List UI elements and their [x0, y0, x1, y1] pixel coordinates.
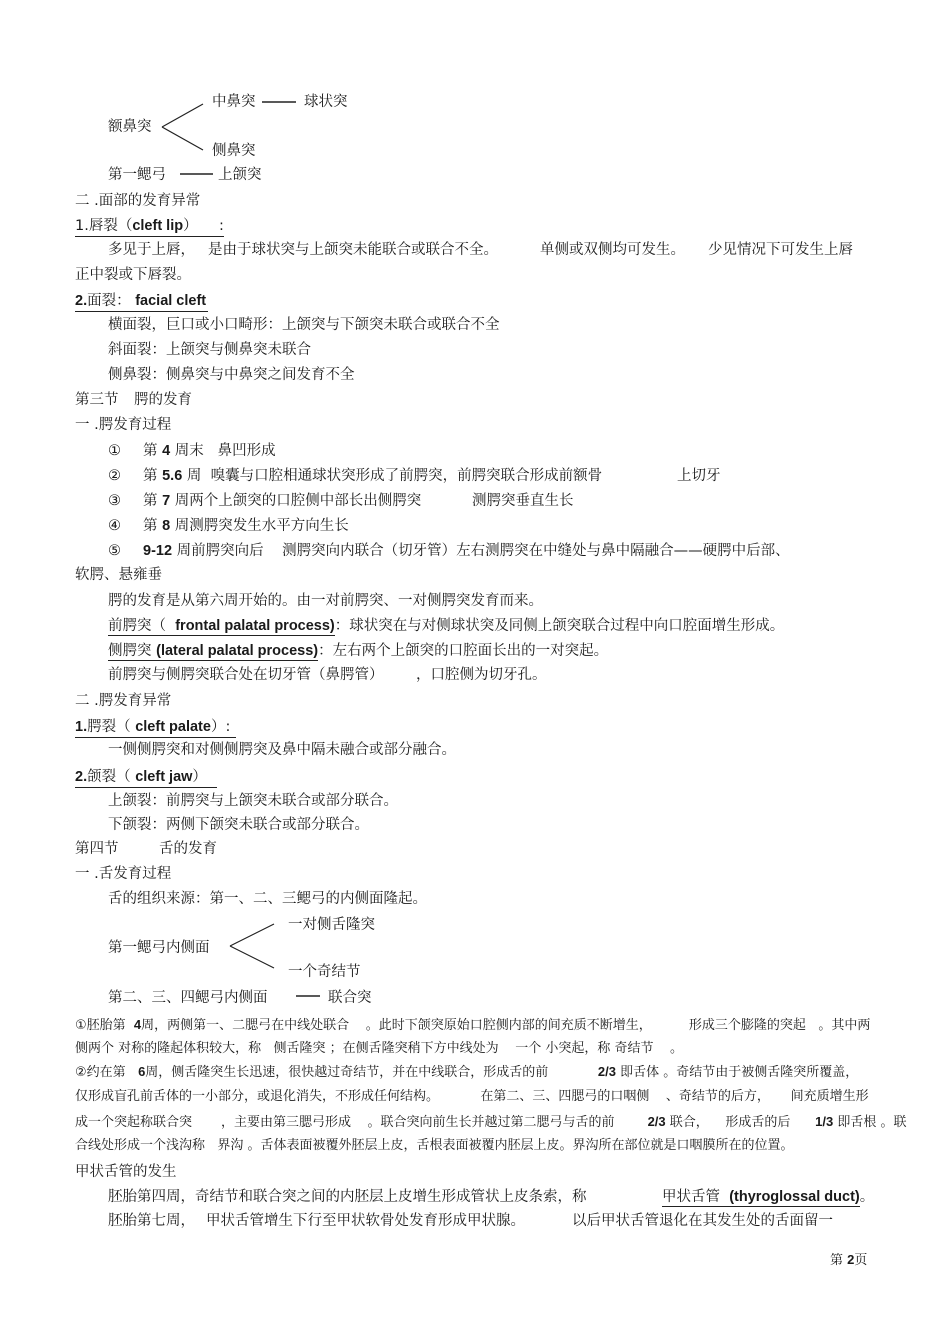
- list-item-5: 9-12 周前腭突向后 测腭突向内联合（切牙管）左右测腭突在中缝处与鼻中隔融合——硬腭中后部、: [143, 543, 790, 559]
- cleft-lip-colon: :: [219, 218, 224, 234]
- list-item-4: 第 8 周测腭突发生水平方向生长: [143, 518, 349, 534]
- diagram-lower-node: 侧鼻突: [212, 143, 256, 159]
- tongue-note-2-line-1: ②约在第 6周，侧舌隆突生长迅速，很快越过奇结节，并在中线联合，形成舌的前 2/3 即舌体 。奇结节由于被侧舌隆突所覆盖，: [75, 1064, 859, 1080]
- section3-label: 第三节: [75, 392, 119, 408]
- thyroglossal-line-1a: 胚胎第四周，奇结节和联合突之间的内胚层上皮增生形成管状上皮条索，称: [108, 1189, 587, 1205]
- tongue-note-1-line-1: ①胚胎第 4周，两侧第一、二腮弓在中线处联合 。此时下颌突原始口腔侧内部的间充质不断增生， 形成三个膨隆的突起 。其中两: [75, 1017, 871, 1033]
- list-num-5: ⑤: [108, 543, 121, 559]
- tongue-origin: 舌的组织来源：第一、二、三鳃弓的内侧面隆起。: [108, 891, 427, 907]
- cleft-lip-text-e: 正中裂或下唇裂。: [75, 267, 191, 283]
- list-num-1: ①: [108, 443, 121, 459]
- thyroglossal-term: 甲状舌管 (thyroglossal duct)。: [662, 1189, 875, 1205]
- list-num-4: ④: [108, 518, 121, 534]
- facial-cleft-heading: 2.面裂： facial cleft: [75, 292, 208, 312]
- cleft-jaw-line-2: 下颌裂：两侧下颌突未联合或部分联合。: [108, 817, 369, 833]
- list-item-2: 第 5.6 周 嗅囊与口腔相通球状突形成了前腭突，前腭突联合形成前额骨: [143, 468, 603, 484]
- cleft-jaw-line-1: 上颌裂：前腭突与上颌突未联合或部分联合。: [108, 793, 398, 809]
- section-heading-facial-abnormal: 二 .面部的发育异常: [75, 193, 201, 209]
- tongue-process-heading: 一 .舌发育过程: [75, 866, 172, 882]
- branch-line-upper: [162, 104, 203, 127]
- cleft-lip-text-c: 单侧或双侧均可发生。: [540, 242, 685, 258]
- tongue-note-2-line-3: 成一个突起称联合突 ，主要由第三腮弓形成 。联合突向前生长并越过第二腮弓与舌的前 2/3 联合， 形成舌的后 1/3 即舌根 。联: [75, 1114, 907, 1130]
- section3-title: 腭的发育: [134, 392, 192, 408]
- facial-cleft-line-3: 侧鼻裂：侧鼻突与中鼻突之间发育不全: [108, 367, 355, 383]
- diagram-upper-next: 球状突: [304, 94, 348, 110]
- diagram2-lower-node: 一个奇结节: [288, 964, 361, 980]
- list-num-2: ②: [108, 468, 121, 484]
- diagram2-upper-node: 一对侧舌隆突: [288, 917, 375, 933]
- list-item-3-end: 测腭突垂直生长: [472, 493, 574, 509]
- list-item-3: 第 7 周两个上颌突的口腔侧中部长出侧腭突: [143, 493, 422, 509]
- tongue-note-1-line-2: 侧两个 对称的隆起体积较大，称 侧舌隆突 ；在侧舌隆突稍下方中线处为 一个 小突起，称 奇结节 。: [75, 1041, 684, 1056]
- palate-process-heading: 一 .腭发育过程: [75, 417, 172, 433]
- list-item-1: 第 4 周末 鼻凹形成: [143, 443, 276, 459]
- list-num-3: ③: [108, 493, 121, 509]
- cleft-palate-heading: 1.腭裂（ cleft palate）:: [75, 718, 236, 738]
- cleft-lip-text-b: 是由于球状突与上颌突未能联合或联合不全。: [208, 242, 498, 258]
- facial-cleft-line-2: 斜面裂：上颌突与侧鼻突未联合: [108, 342, 311, 358]
- thyroglossal-line-2b: 甲状舌管增生下行至甲状软骨处发育形成甲状腺。: [206, 1213, 525, 1229]
- page-number: 第 2页: [830, 1252, 868, 1268]
- palate-para-1: 腭的发育是从第六周开始的。由一对前腭突、一对侧腭突发育而来。: [108, 593, 543, 609]
- section4-title: 舌的发育: [159, 841, 217, 857]
- diagram-root: 额鼻突: [108, 119, 152, 135]
- branch-line-lower-2: [230, 946, 274, 968]
- thyroglossal-heading: 甲状舌管的发生: [75, 1164, 177, 1180]
- thyroglossal-line-2a: 胚胎第七周，: [108, 1213, 195, 1229]
- cleft-lip-text-d: 少见情况下可发生上唇: [708, 242, 853, 258]
- section4-label: 第四节: [75, 841, 119, 857]
- branch-line-lower: [162, 127, 203, 150]
- branch-line-upper-2: [230, 924, 274, 946]
- palate-para-4b: ，口腔侧为切牙孔。: [416, 667, 547, 683]
- diagram-upper-node: 中鼻突: [212, 94, 256, 110]
- tongue-note-2-line-2: 仅形成盲孔前舌体的一小部分，或退化消失，不形成任何结构。 在第二、三、四腮弓的口咽侧 、奇结节的后方， 间充质增生形: [75, 1089, 869, 1104]
- cleft-palate-text: 一侧侧腭突和对侧侧腭突及鼻中隔未融合或部分融合。: [108, 742, 456, 758]
- diagram2-arch-next: 联合突: [328, 990, 372, 1006]
- cleft-jaw-heading: 2.颌裂（ cleft jaw）: [75, 768, 217, 788]
- facial-cleft-line-1: 横面裂，巨口或小口畸形：上颌突与下颌突未联合或联合不全: [108, 317, 500, 333]
- palate-para-4a: 前腭突与侧腭突联合处在切牙管（鼻腭管）: [108, 667, 384, 683]
- diagram2-arch: 第二、三、四鳃弓内侧面: [108, 990, 268, 1006]
- palate-para-3: 侧腭突 (lateral palatal process)：左右两个上颌突的口腔面长出的一对突起。: [108, 643, 609, 659]
- thyroglossal-line-2c: 以后甲状舌管退化在其发生处的舌面留一: [572, 1213, 833, 1229]
- diagram-arch-next: 上颌突: [218, 167, 262, 183]
- list-item-2-end: 上切牙: [677, 468, 721, 484]
- diagram2-root: 第一鳃弓内侧面: [108, 940, 210, 956]
- cleft-lip-text-a: 多见于上唇，: [108, 242, 195, 258]
- list-item-5-cont: 软腭、悬雍垂: [75, 567, 162, 583]
- cleft-lip-heading: 1.唇裂（cleft lip）: [75, 217, 224, 237]
- diagram-arch: 第一鳃弓: [108, 167, 166, 183]
- palate-abnormal-heading: 二 .腭发育异常: [75, 693, 172, 709]
- palate-para-2: 前腭突（ frontal palatal process)：球状突在与对侧球状突及同侧上颌突联合过程中向口腔面增生形成。: [108, 618, 785, 634]
- tongue-note-2-line-4: 合线处形成一个浅沟称 界沟 。舌体表面被覆外胚层上皮，舌根表面被覆内胚层上皮。界沟所在部位就是口咽膜所在的位置。: [75, 1138, 794, 1153]
